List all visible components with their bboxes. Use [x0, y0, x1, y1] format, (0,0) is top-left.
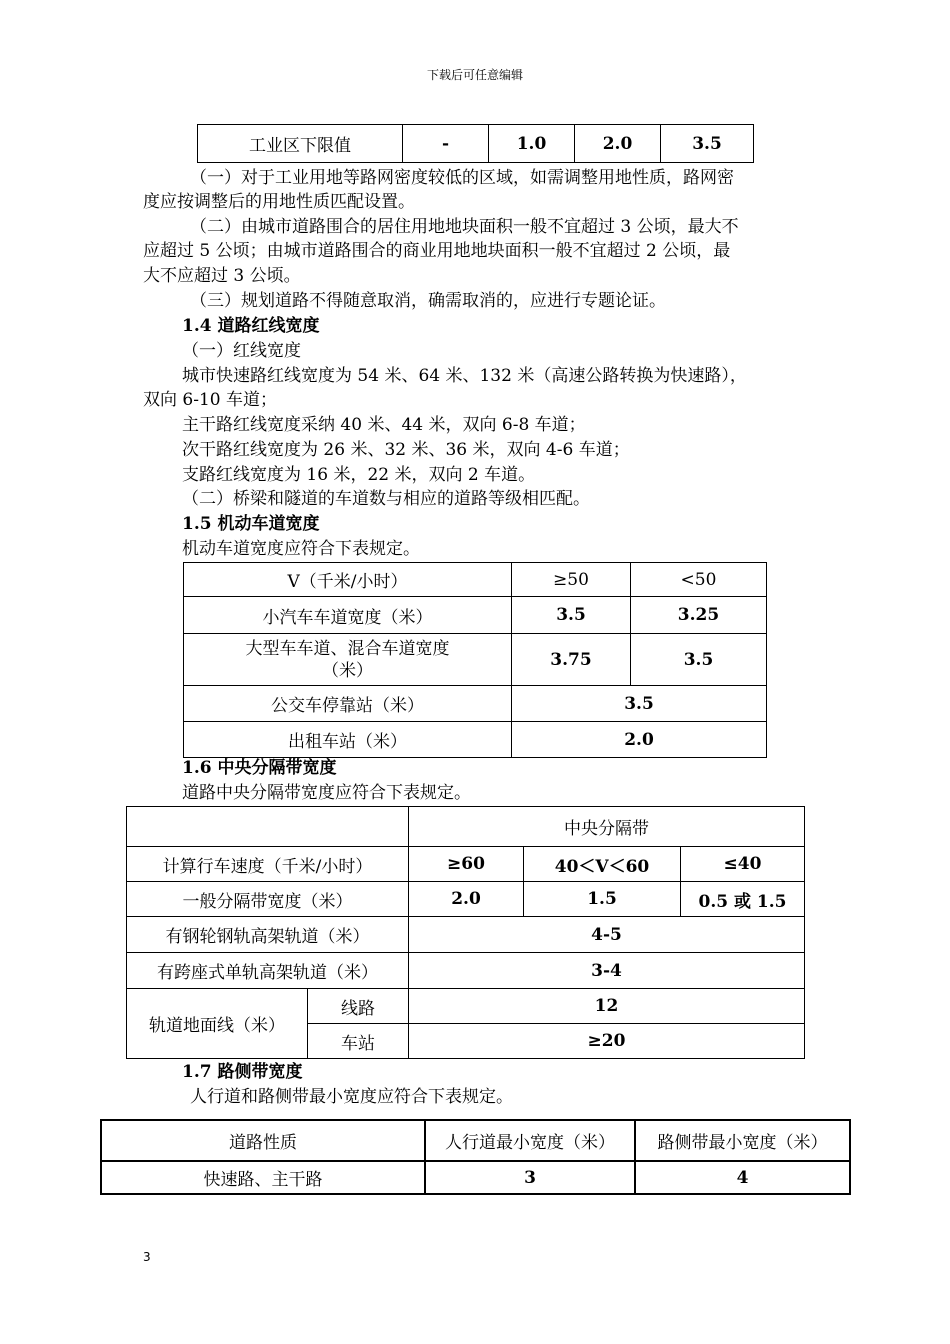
table-header: 人行道最小宽度（米） — [425, 1120, 635, 1161]
table-cell: 小汽车车道宽度（米） — [184, 597, 512, 634]
table-cell: 3.75 — [512, 634, 631, 686]
paragraph: （一）红线宽度 — [182, 341, 301, 361]
table-cell: 3.5 — [512, 597, 631, 634]
table-cell: 12 — [409, 989, 805, 1024]
median-width-table — [126, 806, 805, 1059]
page-header: 下载后可任意编辑 — [426, 68, 523, 82]
paragraph: 度应按调整后的用地性质匹配设置。 — [143, 192, 415, 212]
table-cell — [127, 807, 409, 847]
paragraph: 应超过 5 公顷；由城市道路围合的商业用地地块面积一般不宜超过 2 公顷，最 — [143, 241, 731, 261]
table-cell: ≤40 — [681, 847, 805, 882]
lane-width-table — [183, 562, 767, 758]
table-cell: 1.5 — [524, 882, 681, 917]
table-cell: 轨道地面线（米） — [127, 989, 308, 1059]
section-heading: 1.4 道路红线宽度 — [182, 316, 320, 336]
paragraph: 道路中央分隔带宽度应符合下表规定。 — [182, 783, 471, 803]
table-cell: 计算行车速度（千米/小时） — [127, 847, 409, 882]
sidewalk-width-table — [100, 1119, 851, 1195]
paragraph: 机动车道宽度应符合下表规定。 — [182, 539, 420, 559]
paragraph: 城市快速路红线宽度为 54 米、64 米、132 米（高速公路转换为快速路）， — [182, 366, 747, 386]
table-cell: 3.5 — [631, 634, 767, 686]
table-cell: 4-5 — [409, 917, 805, 953]
paragraph: （三）规划道路不得随意取消，确需取消的，应进行专题论证。 — [190, 291, 666, 311]
table-cell: 车站 — [308, 1024, 409, 1059]
table-cell: 公交车停靠站（米） — [184, 686, 512, 722]
table-header: V（千米/小时） — [184, 563, 512, 597]
table-cell: 3.25 — [631, 597, 767, 634]
paragraph: 人行道和路侧带最小宽度应符合下表规定。 — [190, 1087, 513, 1107]
table-cell: 有跨座式单轨高架轨道（米） — [127, 953, 409, 989]
paragraph: （二）由城市道路围合的居住用地地块面积一般不宜超过 3 公顷，最大不 — [190, 217, 739, 237]
paragraph: （二）桥梁和隧道的车道数与相应的道路等级相匹配。 — [182, 489, 590, 509]
table-cell: 4 — [635, 1161, 850, 1194]
table-cell: ≥20 — [409, 1024, 805, 1059]
table-cell: 3.5 — [661, 125, 754, 163]
section-heading: 1.5 机动车道宽度 — [182, 514, 320, 534]
table-cell: 2.0 — [409, 882, 524, 917]
cell-line: 大型车车道、混合车道宽度 — [245, 638, 450, 659]
table-header: <50 — [631, 563, 767, 597]
paragraph: （一）对于工业用地等路网密度较低的区域，如需调整用地性质，路网密 — [190, 168, 734, 188]
table-cell — [184, 634, 512, 686]
table-cell: 0.5 或 1.5 — [681, 882, 805, 917]
section-heading: 1.7 路侧带宽度 — [182, 1062, 303, 1082]
cell-line: （米） — [322, 660, 373, 681]
table-header: 路侧带最小宽度（米） — [635, 1120, 850, 1161]
table-cell: 3 — [425, 1161, 635, 1194]
table-cell: 2.0 — [512, 722, 767, 758]
table-cell: 有钢轮钢轨高架轨道（米） — [127, 917, 409, 953]
industrial-limit-table — [197, 124, 754, 163]
table-cell: 一般分隔带宽度（米） — [127, 882, 409, 917]
section-heading: 1.6 中央分隔带宽度 — [182, 758, 337, 778]
table-cell: 出租车站（米） — [184, 722, 512, 758]
page-number: 3 — [143, 1250, 151, 1264]
table-cell: ≥60 — [409, 847, 524, 882]
paragraph: 大不应超过 3 公顷。 — [143, 266, 301, 286]
table-cell: 3-4 — [409, 953, 805, 989]
table-cell: 线路 — [308, 989, 409, 1024]
paragraph: 主干路红线宽度采纳 40 米、44 米，双向 6-8 车道； — [182, 415, 586, 435]
table-header: ≥50 — [512, 563, 631, 597]
paragraph: 支路红线宽度为 16 米，22 米，双向 2 车道。 — [182, 465, 536, 485]
table-cell: 1.0 — [489, 125, 575, 163]
table-cell: 快速路、主干路 — [101, 1161, 425, 1194]
table-cell: 2.0 — [575, 125, 661, 163]
table-cell: 工业区下限值 — [198, 125, 403, 163]
table-cell: 3.5 — [512, 686, 767, 722]
paragraph: 双向 6-10 车道； — [143, 390, 277, 410]
paragraph: 次干路红线宽度为 26 米、32 米、36 米，双向 4-6 车道； — [182, 440, 630, 460]
table-cell: 40＜V＜60 — [524, 847, 681, 882]
table-header: 中央分隔带 — [409, 807, 805, 847]
table-cell: - — [403, 125, 489, 163]
table-header: 道路性质 — [101, 1120, 425, 1161]
